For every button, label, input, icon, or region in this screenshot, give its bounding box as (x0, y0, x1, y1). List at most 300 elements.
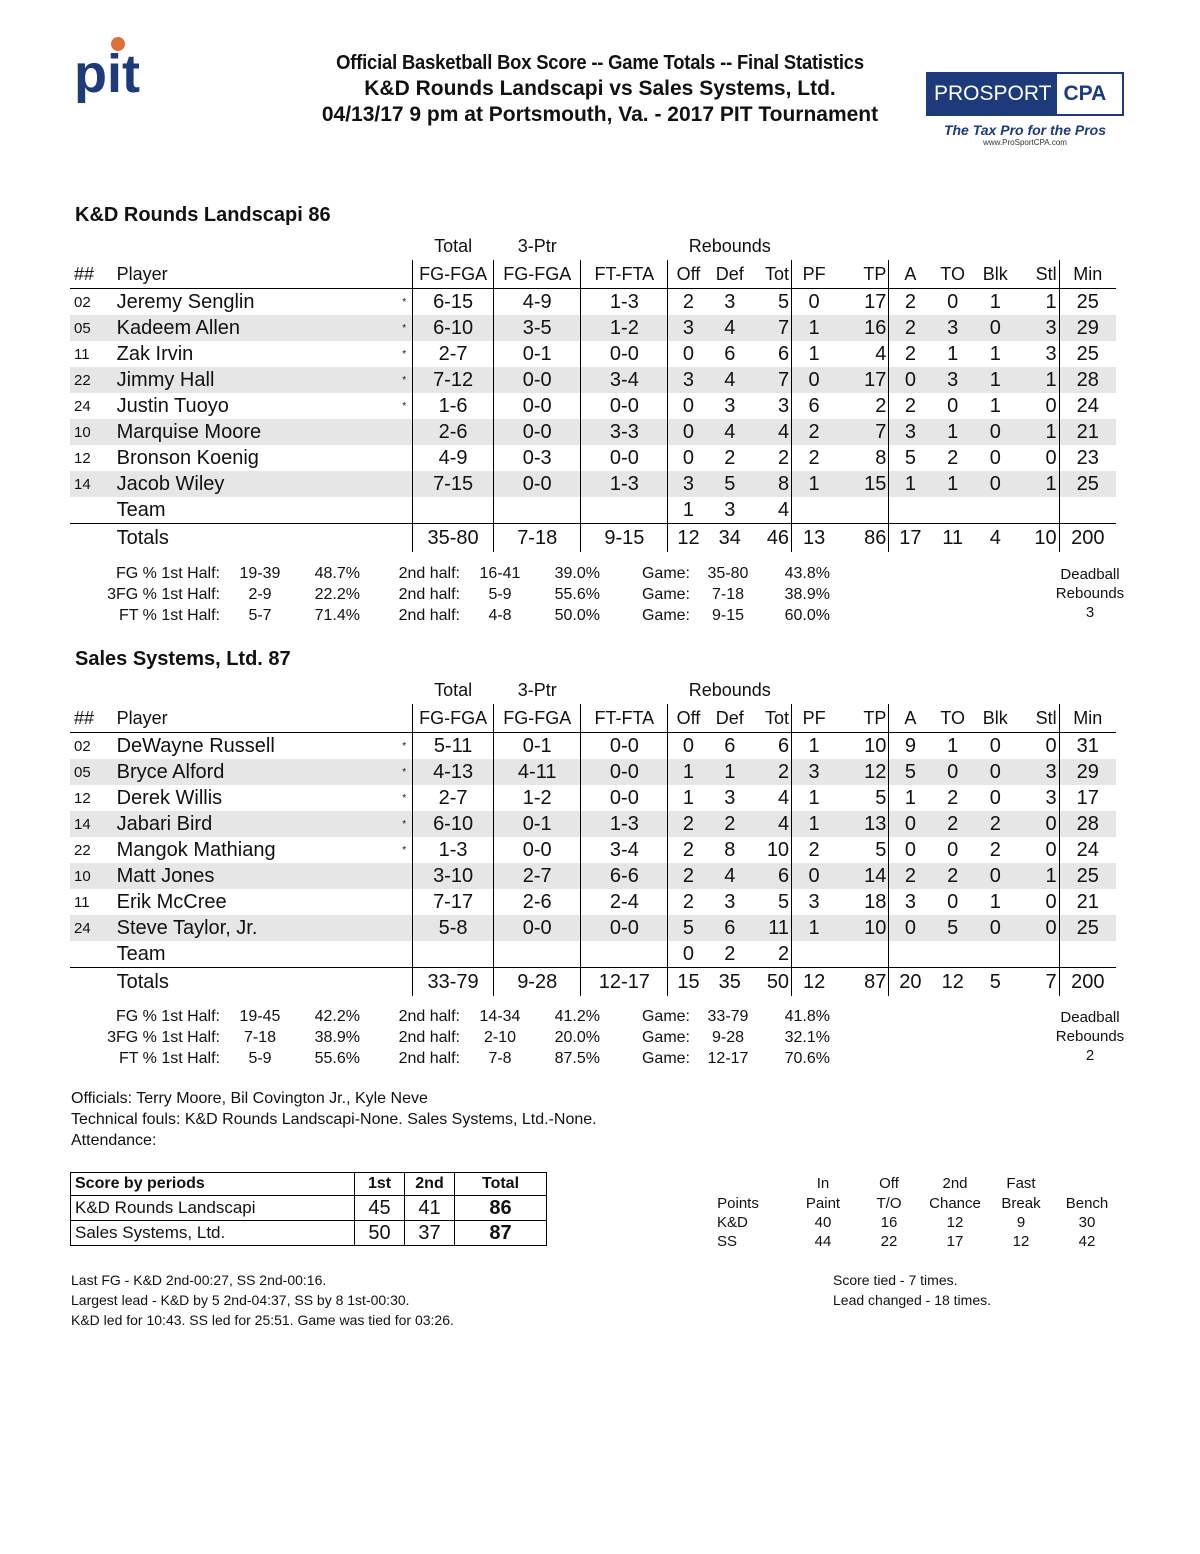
stat-tot: 10 (751, 837, 792, 863)
stat-blk: 2 (989, 838, 1001, 861)
stat-min: 21 (1076, 890, 1099, 913)
stat-tp: 5 (836, 785, 889, 811)
starter-marker: * (396, 785, 412, 811)
blank-cell (889, 497, 932, 524)
stat-fg3: 0-0 (494, 915, 581, 941)
deadball-label: Deadball (1060, 566, 1120, 583)
player-row (70, 837, 1116, 863)
blank-cell (974, 941, 1017, 968)
player-number: 14 (70, 811, 117, 837)
player-number: 24 (70, 915, 117, 941)
pct-h2p: 39.0% (554, 565, 600, 582)
player-number: 12 (74, 449, 91, 467)
deadball-rebounds (1040, 565, 1140, 622)
stat-min: 24 (1076, 838, 1099, 861)
stat-ft: 0-0 (581, 445, 668, 471)
stat-ft: 0-0 (581, 393, 668, 419)
stat-def: 2 (724, 446, 736, 469)
fg3-header: FG-FGA (494, 260, 581, 289)
stat-to: 3 (931, 315, 974, 341)
number-header: ## (70, 260, 117, 289)
pct-h1p: 48.7% (314, 565, 360, 582)
stat-fg: 7-17 (413, 889, 494, 915)
stat-tp: 17 (836, 367, 889, 393)
player-name: Bryce Alford (117, 759, 397, 785)
player-name: Matt Jones (117, 863, 397, 889)
group-3ptr-label: 3-Ptr (517, 236, 557, 256)
stat-fg: 6-10 (413, 315, 494, 341)
stat-off: 3 (668, 315, 709, 341)
stat-fg: 2-7 (413, 341, 494, 367)
starter-marker: * (396, 837, 412, 863)
stat-pf: 1 (792, 915, 837, 941)
stat-stl: 1 (1017, 863, 1060, 889)
stat-blk: 2 (974, 811, 1017, 837)
stat-to: 0 (947, 838, 959, 861)
lead-summary (71, 1270, 454, 1330)
total-stl: 7 (1017, 968, 1060, 997)
stat-fg3: 0-1 (494, 341, 581, 367)
stat-fg: 6-15 (413, 289, 494, 316)
player-name: Jacob Wiley (117, 471, 397, 497)
blank-cell (70, 677, 117, 704)
stat-def: 4 (708, 863, 751, 889)
stat-to: 2 (947, 786, 959, 809)
total-off: 12 (668, 524, 709, 553)
total-fg3: 9-28 (494, 968, 581, 997)
player-number: 14 (70, 471, 117, 497)
group-total-label: Total (434, 236, 473, 256)
player-name: Justin Tuoyo (116, 394, 229, 417)
team-title: K&D Rounds Landscapi 86 (75, 204, 331, 226)
a-header: A (889, 704, 932, 733)
stat-a: 1 (904, 786, 916, 809)
stat-ft: 0-0 (581, 915, 668, 941)
stat-off: 0 (668, 419, 709, 445)
starter-marker (396, 863, 412, 889)
stat-min: 29 (1059, 315, 1116, 341)
blank-cell (396, 524, 412, 553)
group-3ptr-label: 3-Ptr (517, 680, 557, 700)
stat-pf: 2 (808, 446, 820, 469)
blank-cell (836, 233, 889, 260)
stat-fg3: 0-0 (494, 367, 581, 393)
stat-a: 2 (904, 394, 916, 417)
blank-cell (889, 677, 932, 704)
points-header: Points (717, 1195, 759, 1212)
rebounds-label: Rebounds (1055, 585, 1125, 602)
blank-cell (889, 233, 932, 260)
player-number: 10 (70, 419, 117, 445)
score-row (71, 1196, 547, 1221)
player-number: 05 (70, 759, 117, 785)
starter-marker: * (396, 367, 412, 393)
pct-h1p: 22.2% (314, 586, 360, 603)
sponsor-name-b: CPA (1063, 82, 1107, 105)
blank-cell (581, 497, 668, 524)
stat-pf: 3 (792, 759, 837, 785)
blank-cell (70, 497, 117, 524)
stat-fg: 2-7 (413, 785, 494, 811)
sponsor-box (926, 72, 1124, 116)
deadball-value: 3 (1085, 604, 1095, 621)
stat-ft: 0-0 (581, 759, 668, 785)
total-fg: 35-80 (413, 524, 494, 553)
blank-cell (117, 677, 397, 704)
player-row (70, 863, 1116, 889)
player-row (70, 315, 1116, 341)
stat-fg3: 4-11 (494, 759, 581, 785)
score-team: K&D Rounds Landscapi (71, 1196, 355, 1221)
blank-cell (396, 941, 412, 968)
points-header-top: In (816, 1175, 830, 1192)
stat-min: 25 (1059, 915, 1116, 941)
column-group-header (70, 233, 1116, 260)
player-name: Zak Irvin (116, 342, 194, 365)
pct-h2p: 20.0% (554, 1029, 600, 1046)
stat-tot: 7 (751, 315, 792, 341)
stat-to: 0 (947, 290, 959, 313)
stat-tp: 10 (836, 733, 889, 760)
pct-gp: 43.8% (784, 565, 830, 582)
stat-def: 2 (708, 811, 751, 837)
stat-blk: 1 (974, 367, 1017, 393)
stat-min: 25 (1076, 342, 1099, 365)
stat-off: 0 (682, 394, 695, 417)
stat-fg3: 0-0 (494, 837, 581, 863)
starter-marker: * (396, 759, 412, 785)
def-header: Def (708, 704, 751, 733)
total-blk: 5 (974, 968, 1017, 997)
blank-cell (396, 233, 412, 260)
stat-off: 2 (668, 811, 709, 837)
score-row (71, 1221, 547, 1246)
points-header: Bench (1065, 1195, 1109, 1212)
stat-tp: 10 (836, 915, 889, 941)
starter-marker (396, 471, 412, 497)
team-off: 0 (682, 942, 695, 965)
pct-h1: 19-39 (239, 565, 281, 582)
fg-header: FG-FGA (413, 260, 494, 289)
stat-a: 5 (889, 759, 932, 785)
stat-fg3: 0-1 (494, 811, 581, 837)
stat-min: 29 (1059, 759, 1116, 785)
def-header: Def (708, 260, 751, 289)
pct-g: 7-18 (711, 586, 745, 603)
pct-lg: Game: (641, 1029, 690, 1046)
stat-a: 0 (904, 838, 916, 861)
stat-def: 4 (708, 367, 751, 393)
stat-fg: 7-12 (413, 367, 494, 393)
player-row (70, 393, 1116, 419)
total-ft: 9-15 (581, 524, 668, 553)
total-def: 34 (708, 524, 751, 553)
blank-cell (581, 941, 668, 968)
blank-cell (1017, 497, 1060, 524)
pct-label: FG % 1st Half: (115, 1008, 220, 1025)
period-2-header: 2nd (405, 1173, 455, 1196)
player-row (70, 889, 1116, 915)
stat-def: 6 (708, 915, 751, 941)
player-row (70, 759, 1116, 785)
player-name: Jimmy Hall (117, 367, 397, 393)
stat-tp: 4 (836, 341, 889, 367)
stat-min: 25 (1059, 863, 1116, 889)
pct-h1p: 55.6% (314, 1050, 360, 1067)
stat-ft: 6-6 (581, 863, 668, 889)
stat-blk: 0 (974, 915, 1017, 941)
pct-h1: 5-7 (248, 607, 272, 624)
starter-marker (396, 889, 412, 915)
blank-cell (581, 677, 668, 704)
stat-to: 2 (931, 863, 974, 889)
stat-fg3: 0-0 (494, 419, 581, 445)
stat-ft: 0-0 (581, 733, 668, 760)
stat-pf: 2 (808, 838, 820, 861)
blank-cell (974, 233, 1017, 260)
stat-fg3: 0-1 (494, 733, 581, 760)
stat-a: 2 (904, 342, 916, 365)
score-tied: Score tied - 7 times. (833, 1272, 958, 1288)
group-rebounds-label: Rebounds (688, 236, 771, 256)
stat-stl: 1 (1017, 471, 1060, 497)
stat-blk: 0 (974, 419, 1017, 445)
tp-header: TP (836, 260, 889, 289)
starter-marker (396, 915, 412, 941)
stat-stl: 1 (1017, 419, 1060, 445)
blank-cell (413, 941, 494, 968)
stat-pf: 6 (808, 394, 820, 417)
stat-ft: 2-4 (581, 889, 668, 915)
pf-header: PF (792, 260, 837, 289)
tot-header: Tot (751, 704, 792, 733)
pct-h1: 7-18 (243, 1029, 277, 1046)
stat-stl: 0 (1017, 733, 1060, 760)
pct-lg: Game: (641, 565, 690, 582)
points-bench: 42 (1078, 1233, 1096, 1250)
total-a: 20 (889, 968, 932, 997)
score-by-periods-table (70, 1172, 547, 1246)
group-total-label: Total (434, 680, 473, 700)
points-header: Break (1001, 1195, 1041, 1212)
stat-ft: 3-4 (581, 837, 668, 863)
pct-label: FT % 1st Half: (118, 1050, 220, 1067)
team-tot: 2 (751, 941, 792, 968)
stat-def: 4 (708, 315, 751, 341)
stat-tp: 13 (836, 811, 889, 837)
stat-to: 5 (931, 915, 974, 941)
largest-lead: Largest lead - K&D by 5 2nd-04:37, SS by 8 1st-00:30. (71, 1292, 410, 1308)
pct-g: 33-79 (707, 1008, 749, 1025)
stat-a: 3 (904, 890, 916, 913)
tie-summary (833, 1270, 991, 1310)
total-header: Total (455, 1173, 547, 1196)
points-header-top: Fast (1006, 1175, 1036, 1192)
team-off: 1 (682, 498, 695, 521)
blank-cell (836, 677, 889, 704)
stat-stl: 0 (1017, 837, 1060, 863)
stat-min: 31 (1076, 734, 1099, 757)
stat-def: 6 (724, 342, 736, 365)
points-paint: 40 (814, 1214, 832, 1231)
a-header: A (889, 260, 932, 289)
pct-h1p: 42.2% (314, 1008, 360, 1025)
stat-def: 8 (724, 838, 736, 861)
tp-header: TP (836, 704, 889, 733)
stat-tot: 6 (751, 863, 792, 889)
score-total: 87 (455, 1221, 547, 1246)
stat-blk: 0 (989, 734, 1001, 757)
stat-stl: 0 (1017, 393, 1060, 419)
pct-h2: 14-34 (479, 1008, 521, 1025)
stat-tp: 18 (836, 889, 889, 915)
blank-cell (889, 941, 932, 968)
points-chance: 17 (946, 1233, 964, 1250)
stat-to: 2 (947, 446, 959, 469)
totals-row (70, 524, 1116, 553)
blank-cell (836, 497, 889, 524)
total-min: 200 (1059, 968, 1116, 997)
stat-stl: 1 (1017, 367, 1060, 393)
starter-marker: * (396, 733, 412, 760)
stat-pf: 0 (792, 863, 837, 889)
points-break: 12 (1012, 1233, 1030, 1250)
starter-marker: * (396, 289, 412, 316)
stat-pf: 1 (808, 734, 820, 757)
stat-stl: 0 (1017, 915, 1060, 941)
stat-off: 2 (682, 290, 695, 313)
stat-fg: 6-10 (413, 811, 494, 837)
deadball-label: Deadball (1060, 1009, 1120, 1026)
pct-h1p: 38.9% (314, 1029, 360, 1046)
stat-fg3: 1-2 (494, 785, 581, 811)
points-header-top: Off (879, 1175, 899, 1192)
stat-a: 2 (904, 290, 916, 313)
blank-cell (396, 497, 412, 524)
pct-h2: 2-10 (483, 1029, 517, 1046)
stat-to: 3 (931, 367, 974, 393)
blk-header: Blk (974, 704, 1017, 733)
blank-cell (792, 941, 837, 968)
total-tp: 87 (836, 968, 889, 997)
stat-off: 2 (682, 838, 695, 861)
stat-off: 0 (682, 734, 695, 757)
pct-l2: 2nd half: (398, 1029, 460, 1046)
blank-cell (792, 677, 837, 704)
player-number: 11 (74, 345, 90, 363)
player-row (70, 367, 1116, 393)
stat-tot: 6 (751, 341, 792, 367)
stat-stl: 3 (1017, 785, 1060, 811)
pct-h1: 19-45 (239, 1008, 281, 1025)
stat-min: 23 (1076, 446, 1099, 469)
pct-h1: 5-9 (248, 1050, 272, 1067)
player-name: DeWayne Russell (116, 734, 275, 757)
stat-pf: 1 (792, 471, 837, 497)
blank-cell (117, 233, 397, 260)
points-header: Paint (805, 1195, 841, 1212)
blank-cell (1059, 233, 1116, 260)
total-to: 12 (931, 968, 974, 997)
player-name: Marquise Moore (117, 419, 397, 445)
stat-tot: 4 (751, 811, 792, 837)
stat-tot: 4 (751, 785, 792, 811)
group-rebounds-label: Rebounds (688, 680, 771, 700)
blank-cell (494, 497, 581, 524)
game-date-location: 04/13/17 9 pm at Portsmouth, Va. - 2017 PIT Tournament (321, 103, 879, 126)
stat-min: 28 (1059, 811, 1116, 837)
stat-to: 0 (947, 890, 959, 913)
stat-off: 3 (668, 367, 709, 393)
stat-pf: 0 (792, 367, 837, 393)
blank-cell (70, 233, 117, 260)
blank-cell (931, 677, 974, 704)
pct-h2p: 55.6% (554, 586, 600, 603)
stat-fg3: 0-0 (494, 393, 581, 419)
player-number: 22 (74, 841, 91, 859)
officials: Officials: Terry Moore, Bil Covington Jr., Kyle Neve (71, 1090, 428, 1107)
blank-cell (1017, 233, 1060, 260)
stat-blk: 0 (974, 863, 1017, 889)
stat-ft: 1-2 (581, 315, 668, 341)
player-number: 02 (74, 737, 91, 755)
total-a: 17 (889, 524, 932, 553)
total-tp: 86 (836, 524, 889, 553)
team-def: 2 (724, 942, 736, 965)
sponsor-url: www.ProSportCPA.com (983, 138, 1067, 147)
last-fg: Last FG - K&D 2nd-00:27, SS 2nd-00:16. (71, 1272, 327, 1288)
technical-fouls: Technical fouls: K&D Rounds Landscapi-None. Sales Systems, Ltd.-None. (71, 1111, 597, 1128)
stat-a: 2 (889, 863, 932, 889)
blank-cell (581, 233, 668, 260)
box-score-table (70, 233, 1116, 552)
pct-gp: 41.8% (784, 1008, 830, 1025)
led-for: K&D led for 10:43. SS led for 25:51. Game was tied for 03:26. (71, 1312, 454, 1328)
stat-blk: 1 (989, 342, 1001, 365)
stat-min: 24 (1076, 394, 1099, 417)
min-header: Min (1059, 704, 1116, 733)
stat-stl: 3 (1017, 759, 1060, 785)
total-tot: 50 (751, 968, 792, 997)
stat-pf: 1 (792, 315, 837, 341)
pct-h2: 16-41 (479, 565, 521, 582)
period-1-header: 1st (355, 1173, 405, 1196)
blank-cell (70, 524, 117, 553)
lead-changed: Lead changed - 18 times. (833, 1292, 991, 1308)
player-name: Bronson Koenig (116, 446, 259, 469)
stat-blk: 1 (989, 394, 1001, 417)
stat-blk: 0 (989, 446, 1001, 469)
score-by-periods-header (71, 1173, 547, 1196)
stat-off: 0 (682, 446, 695, 469)
box-score-table (70, 677, 1116, 996)
stat-to: 0 (947, 394, 959, 417)
stat-min: 25 (1059, 471, 1116, 497)
total-def: 35 (708, 968, 751, 997)
stat-pf: 1 (808, 786, 820, 809)
number-header: ## (70, 704, 117, 733)
pct-l2: 2nd half: (398, 565, 460, 582)
total-ft: 12-17 (581, 968, 668, 997)
stat-fg: 2-6 (413, 419, 494, 445)
ft-header: FT-FTA (581, 704, 668, 733)
ft-header: FT-FTA (581, 260, 668, 289)
total-pf: 12 (792, 968, 837, 997)
deadball-rebounds (1040, 1008, 1140, 1065)
score-p1: 45 (355, 1196, 405, 1221)
stat-fg: 1-3 (413, 837, 494, 863)
points-header: Chance (929, 1195, 981, 1212)
